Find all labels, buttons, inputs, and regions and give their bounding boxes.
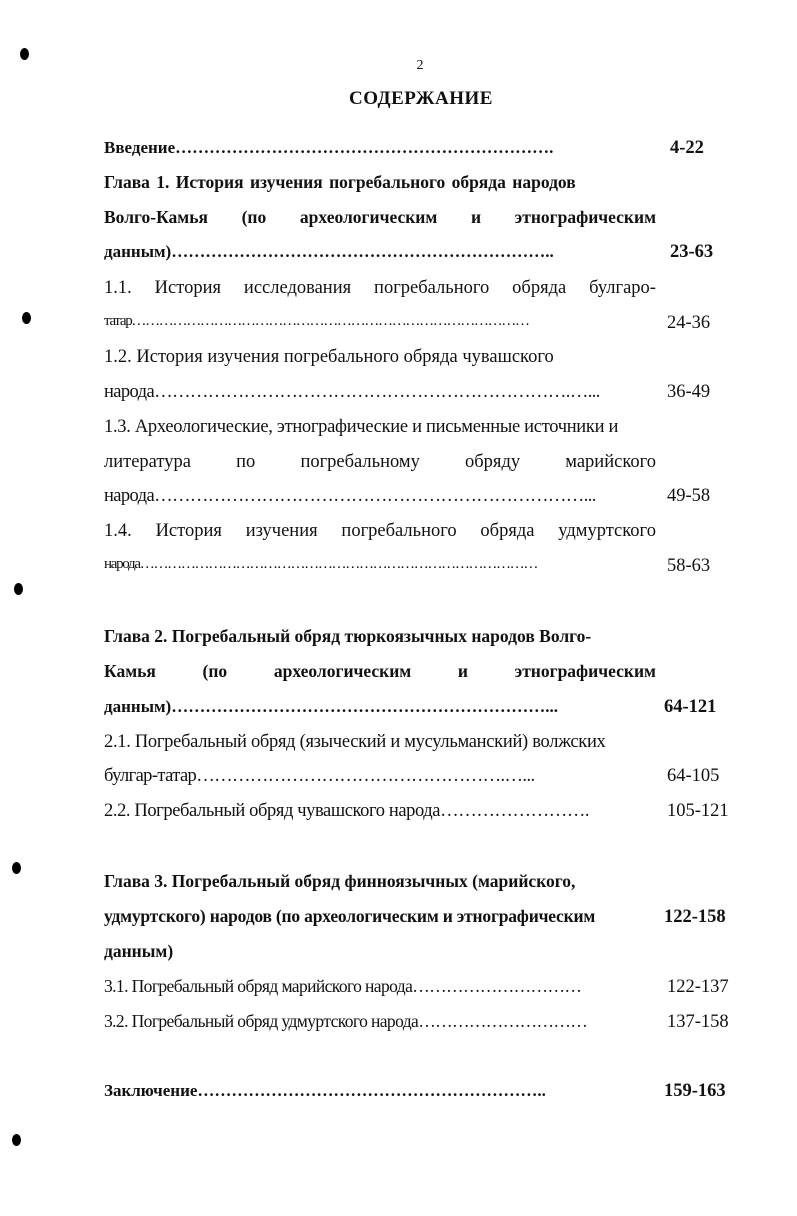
word: литература (104, 452, 191, 472)
word: обряда (512, 278, 567, 298)
toc-chapter-3-line-2: удмуртского) народов (по археологическим и этнографическим (104, 906, 596, 926)
binding-hole-mark (12, 862, 21, 874)
toc-chapter-1-line-2 (104, 209, 656, 227)
word: (по (202, 661, 228, 681)
word: археологическим (273, 661, 412, 681)
page-number: 2 (416, 58, 424, 73)
toc-section-1-3-line-2 (104, 453, 656, 472)
toc-section-2-1-line-2: булгар-татар…………………………………………….…... (104, 766, 535, 786)
toc-chapter-2-line-2 (104, 663, 656, 681)
toc-section-3-1-pages: 122-137 (667, 977, 729, 997)
word: по (236, 452, 256, 472)
word: обряда (480, 521, 535, 541)
word: удмуртского (558, 521, 656, 541)
word: погребальному (300, 452, 420, 472)
word: этнографическим (514, 661, 656, 681)
toc-chapter-3-line-1: Глава 3. Погребальный обряд финноязычных (марийского, (104, 871, 576, 891)
toc-section-1-2-line-1: 1.2. История изучения погребального обряда чувашского (104, 347, 554, 367)
word: исследования (243, 278, 352, 298)
toc-section-1-1-line-2: татар…………………………………………………………………………… (104, 313, 529, 329)
toc-section-1-2-line-2: народа…………………………………………………………….…... (104, 382, 600, 402)
toc-section-1-1-line-1 (104, 279, 656, 298)
word: История (155, 521, 222, 541)
word: (по (241, 207, 267, 227)
binding-hole-mark (22, 312, 31, 324)
word: археологическим (299, 207, 438, 227)
binding-hole-mark (14, 583, 23, 595)
toc-section-3-2-line-1: 3.2. Погребальный обряд удмуртского народа………………………… (104, 1011, 588, 1031)
word: и (470, 207, 482, 227)
toc-conclusion: Заключение…………………………………………………….. (104, 1081, 546, 1100)
toc-section-1-3-line-3: народа………………………………………………………………... (104, 486, 596, 506)
word: 1.1. (104, 278, 132, 298)
toc-section-1-4-line-2: народа…………………………………………………………………………… (104, 556, 538, 572)
word: обряду (465, 452, 521, 472)
word: и (457, 661, 468, 681)
word: изучения (245, 521, 318, 541)
toc-section-1-3-pages: 49-58 (667, 486, 711, 506)
toc-title: СОДЕРЖАНИЕ (349, 88, 493, 109)
toc-chapter-3-pages: 122-158 (664, 907, 726, 927)
word: 1.4. (104, 521, 132, 541)
word: Волго-Камья (104, 207, 208, 227)
word: История (154, 278, 221, 298)
word: Камья (104, 661, 156, 681)
toc-section-1-1-pages: 24-36 (667, 313, 711, 333)
word: марийского (565, 452, 656, 472)
word: этнографическим (514, 207, 656, 227)
toc-section-2-1-pages: 64-105 (667, 766, 720, 786)
toc-section-1-2-pages: 36-49 (667, 382, 711, 402)
toc-conclusion-pages: 159-163 (664, 1081, 726, 1101)
toc-chapter-2-line-1: Глава 2. Погребальный обряд тюркоязычных народов Волго- (104, 626, 592, 646)
toc-section-1-4-line-1 (104, 522, 656, 541)
toc-chapter-2-pages: 64-121 (664, 697, 717, 717)
toc-chapter-2-line-3: данным)…………………………………………………………... (104, 697, 558, 716)
toc-chapter-1-line-1: Глава 1. История изучения погребального обряда народов (104, 172, 576, 192)
toc-section-1-3-line-1: 1.3. Археологические, этнографические и письменные источники и (104, 417, 619, 437)
word: погребального (341, 521, 457, 541)
toc-chapter-1-line-3: данным)………………………………………………………….. (104, 242, 554, 261)
toc-section-2-2-pages: 105-121 (667, 801, 729, 821)
word: булгаро- (589, 278, 656, 298)
toc-chapter-3-line-3: данным) (104, 941, 174, 961)
toc-intro: Введение…………………………………………………………. (104, 138, 554, 157)
toc-chapter-1-pages: 23-63 (670, 242, 714, 262)
toc-section-3-1-line-1: 3.1. Погребальный обряд марийского народа………………………… (104, 976, 582, 996)
toc-section-2-1-line-1: 2.1. Погребальный обряд (языческий и мусульманский) волжских (104, 732, 606, 752)
word: погребального (374, 278, 490, 298)
toc-section-3-2-pages: 137-158 (667, 1012, 729, 1032)
toc-intro-pages: 4-22 (670, 138, 704, 158)
toc-section-1-4-pages: 58-63 (667, 556, 711, 576)
binding-hole-mark (12, 1134, 21, 1146)
toc-section-2-2-line-1: 2.2. Погребальный обряд чувашского народа……………………. (104, 801, 590, 821)
